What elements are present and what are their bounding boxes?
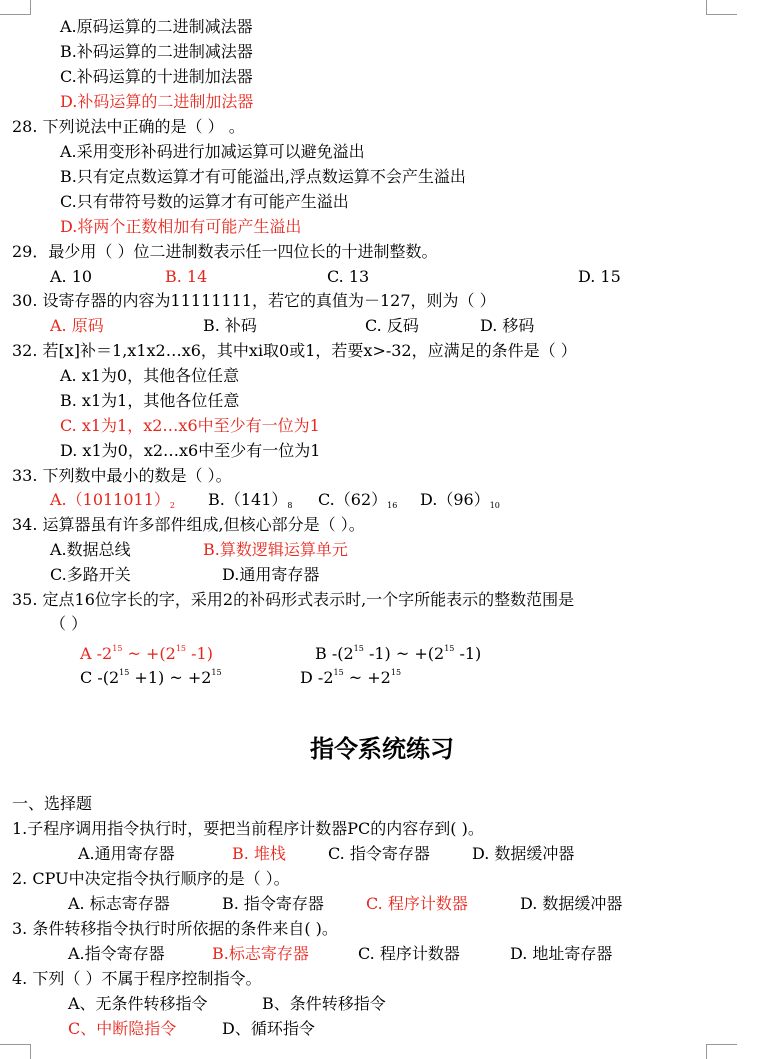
s3-option-b-answer: B.标志寄存器 (212, 944, 309, 963)
q34-stem: 34. 运算器虽有许多部件组成,但核心部分是（ ）。 (12, 515, 365, 534)
s4-option-c-answer: C、中断隐指令 (68, 1019, 177, 1038)
q29-option-d: D. 15 (578, 267, 621, 286)
q35-option-b-text: B $-(2^{15}$ -1) ~ $+(2^{15}$ -1) (315, 644, 482, 663)
s3-option-a: A.指令寄存器 (68, 944, 165, 963)
s3-option-c: C. 程序计数器 (358, 944, 460, 963)
s4-option-b: B、条件转移指令 (262, 994, 386, 1013)
q29-stem: 29．最少用（ ）位二进制数表示任一四位长的十进制整数。 (12, 242, 438, 261)
q34-option-c: C.多路开关 (50, 565, 131, 584)
s4-option-d: D、循环指令 (222, 1019, 315, 1038)
part-heading: 一、选择题 (12, 794, 93, 813)
crop-mark-bottom-right (706, 1044, 737, 1059)
q32-option-a: A. x1为0，其他各位任意 (60, 366, 240, 385)
q35-option-a-text: A $-2^{15}$ ~ $+(2^{15}$ -1) (80, 644, 213, 663)
q35-stem-blank: （ ） (50, 614, 88, 633)
q29-option-c: C. 13 (327, 267, 370, 286)
s1-option-a: A.通用寄存器 (78, 844, 175, 863)
q29-option-b-answer: B. 14 (165, 267, 208, 286)
q33-option-c: $C.(62)_{16}$ (318, 490, 398, 510)
s1-option-b-answer: B. 堆栈 (232, 844, 286, 863)
q35-option-d (300, 662, 401, 689)
q32-option-b: B. x1为1，其他各位任意 (60, 391, 240, 410)
q33-option-d: $D.(96)_{10}$ (420, 490, 500, 510)
q32-option-d: D. x1为0，x2…x6中至少有一位为1 (60, 441, 321, 460)
section-title: 指令系统练习 (310, 735, 454, 763)
q35-stem: 35. 定点16位字长的字，采用2的补码形式表示时,一个字所能表示的整数范围是 (12, 590, 575, 609)
s4-stem: 4. 下列（ ）不属于程序控制指令。 (12, 969, 262, 988)
crop-mark-top-left (0, 0, 31, 15)
q35-option-b (315, 638, 481, 665)
q32-stem: 32. 若[x]补＝1,x1x2…x6，其中xi取0或1，若要x>-32，应满足的条件是（ ） (12, 341, 577, 360)
s4-option-a: A、无条件转移指令 (68, 994, 208, 1013)
q28-stem: 28. 下列说法中正确的是（ ） 。 (12, 117, 245, 136)
q35-option-c (80, 662, 222, 689)
q32-option-c-answer: C. x1为1，x2…x6中至少有一位为1 (60, 416, 320, 435)
q34-option-d: D.通用寄存器 (222, 565, 320, 584)
s1-option-d: D. 数据缓冲器 (472, 844, 575, 863)
q27-option-a: A.原码运算的二进制减法器 (60, 17, 253, 36)
q33-option-a-answer: $A.(1011011)_2$ (50, 490, 175, 510)
s1-stem: 1.子程序调用指令执行时，要把当前程序计数器PC的内容存到( )。 (12, 819, 484, 838)
s3-stem: 3. 条件转移指令执行时所依据的条件来自( )。 (12, 919, 338, 938)
q28-option-b: B.只有定点数运算才有可能溢出,浮点数运算不会产生溢出 (60, 167, 466, 186)
q33-option-b: $B.(141)_8$ (208, 490, 293, 510)
q33-stem: 33. 下列数中最小的数是（ ）。 (12, 466, 232, 485)
s2-option-b: B. 指令寄存器 (222, 894, 324, 913)
crop-mark-bottom-left (0, 1044, 31, 1059)
q27-option-d-answer: D.补码运算的二进制加法器 (60, 92, 254, 111)
q30-option-a-answer: A. 原码 (50, 316, 104, 335)
q28-option-c: C.只有带符号数的运算才有可能产生溢出 (60, 192, 349, 211)
s2-stem: 2. CPU中决定指令执行顺序的是（ ）。 (12, 869, 290, 888)
s2-option-d: D. 数据缓冲器 (520, 894, 623, 913)
s1-option-c: C. 指令寄存器 (328, 844, 430, 863)
q35-option-d-text: D $-2^{15}$ ~ $+2^{15}$ (300, 668, 402, 687)
q34-option-b-answer: B.算数逻辑运算单元 (203, 540, 348, 559)
q28-option-a: A.采用变形补码进行加减运算可以避免溢出 (60, 142, 365, 161)
s2-option-c-answer: C. 程序计数器 (366, 894, 468, 913)
q27-option-c: C.补码运算的十进制加法器 (60, 67, 253, 86)
q28-option-d-answer: D.将两个正数相加有可能产生溢出 (60, 217, 302, 236)
q30-option-d: D. 移码 (480, 316, 535, 335)
q35-option-c-text: C $-(2^{15} +1)$ ~ $+2^{15}$ (80, 668, 222, 687)
q30-option-c: C. 反码 (365, 316, 419, 335)
q30-stem: 30. 设寄存器的内容为11111111，若它的真值为－127，则为（ ） (12, 291, 496, 310)
s3-option-d: D. 地址寄存器 (510, 944, 613, 963)
q29-option-a: A. 10 (50, 267, 93, 286)
s2-option-a: A. 标志寄存器 (68, 894, 170, 913)
crop-mark-top-right (706, 0, 737, 15)
q27-option-b: B.补码运算的二进制减法器 (60, 42, 253, 61)
q34-option-a: A.数据总线 (50, 540, 131, 559)
q35-option-a-answer (80, 638, 213, 665)
q30-option-b: B. 补码 (203, 316, 257, 335)
